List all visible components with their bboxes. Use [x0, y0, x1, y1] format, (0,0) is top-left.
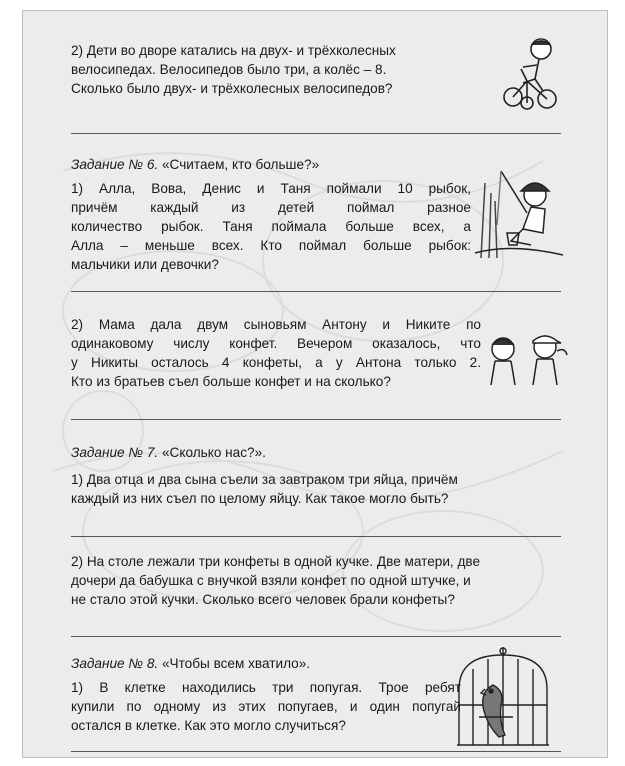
text-line: купили по одному из этих попугаев, и один попугай: [71, 699, 461, 714]
text-line: Кто из братьев съел больше конфет и на сколько?: [71, 374, 391, 389]
boy-on-tricycle-illustration: [501, 33, 561, 113]
text-line: количество рыбок. Таня поймала больше всех, а: [71, 219, 471, 234]
task8-part1-text: [71, 678, 461, 735]
text-line: Сколько было двух- и трёхколесных велосипедов?: [71, 81, 393, 96]
text-line: каждый из них съел по целому яйцу. Как такое могло быть?: [71, 491, 449, 506]
text-line: велосипедах. Велосипедов было три, а колёс – 8.: [71, 62, 387, 77]
task-number: Задание № 6.: [71, 157, 159, 172]
task-title: «Считаем, кто больше?»: [161, 157, 320, 172]
text-line: остался в клетке. Как это могло случиться?: [71, 718, 346, 733]
task7-part2-text: [71, 552, 551, 609]
task6-part1-text: [71, 179, 471, 274]
answer-line: [71, 536, 561, 537]
text-line: 1) Два отца и два сына съели за завтраком три яйца, причём: [71, 472, 458, 487]
answer-line: [71, 751, 561, 752]
task7-heading: [71, 445, 266, 460]
answer-line: [71, 133, 561, 134]
text-line: одинаковому числу конфет. Вечером оказалось, что: [71, 336, 481, 351]
task-title: «Сколько нас?».: [161, 445, 266, 460]
boy-fishing-illustration: [471, 163, 567, 263]
task7-part1-text: [71, 470, 551, 508]
task5-part2-text: [71, 41, 501, 98]
answer-line: [71, 291, 561, 292]
text-line: дочери да бабушка с внучкой взяли конфет по одной штучке, и: [71, 573, 471, 588]
text-line: не стало этой кучки. Сколько всего человек брали конфеты?: [71, 592, 455, 607]
task-title: «Чтобы всем хватило».: [161, 656, 311, 671]
task-number: Задание № 8.: [71, 656, 159, 671]
two-boys-eating-candy-illustration: [483, 329, 571, 387]
text-line: Алла – меньше всех. Кто поймал больше рыбок:: [71, 238, 471, 253]
text-line: мальчики или девочки?: [71, 257, 219, 272]
text-line: 2) На столе лежали три конфеты в одной кучке. Две матери, две: [71, 554, 481, 569]
text-line: 2) Дети во дворе катались на двух- и трёхколесных: [71, 43, 396, 58]
text-line: у Никиты осталось 4 конфеты, а у Антона только 2.: [71, 355, 481, 370]
text-line: 1) В клетке находились три попугая. Трое ребят: [71, 680, 461, 695]
answer-line: [71, 419, 561, 420]
parrot-in-cage-illustration: [453, 645, 553, 749]
worksheet-page: [22, 10, 608, 758]
answer-line: [71, 636, 561, 637]
text-line: 1) Алла, Вова, Денис и Таня поймали 10 рыбок,: [71, 181, 471, 196]
text-line: причём каждый из детей поймал разное: [71, 200, 471, 215]
text-line: 2) Мама дала двум сыновьям Антону и Никите по: [71, 317, 481, 332]
task6-part2-text: [71, 315, 481, 391]
task-number: Задание № 7.: [71, 445, 159, 460]
task6-heading: [71, 157, 319, 172]
task8-heading: [71, 656, 310, 671]
